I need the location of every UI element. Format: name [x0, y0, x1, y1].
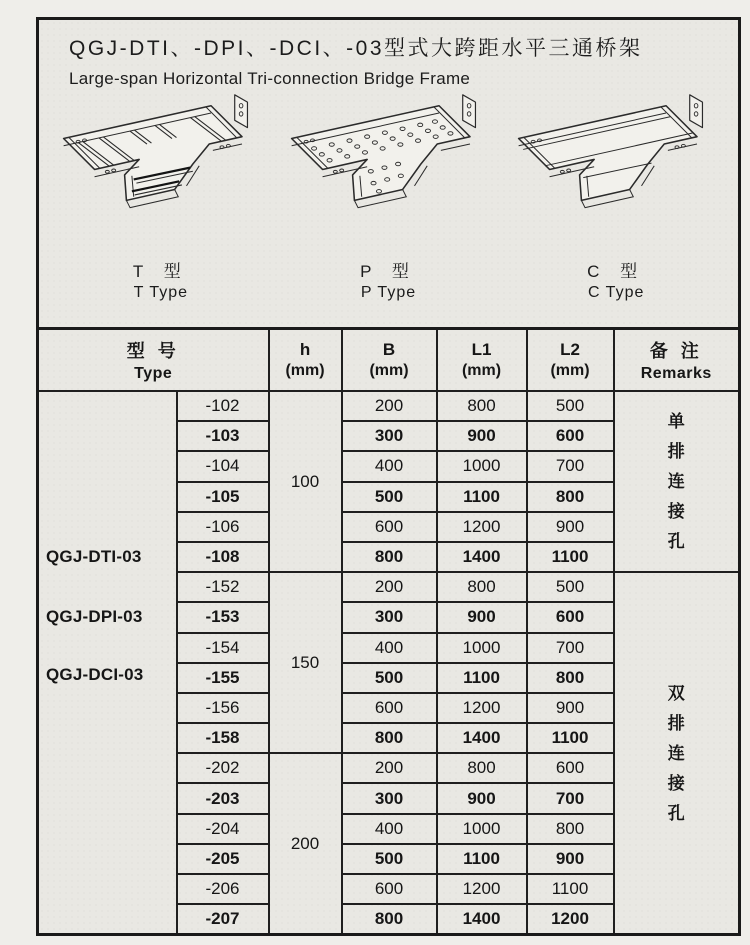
- h-cell: 150: [269, 572, 342, 753]
- l2-cell: 800: [527, 482, 614, 512]
- b-cell: 300: [342, 783, 437, 813]
- b-cell: 800: [342, 904, 437, 934]
- l2-cell: 700: [527, 633, 614, 663]
- t-type-drawing: [52, 93, 270, 255]
- table-row: [38, 391, 740, 421]
- header-h: h (mm): [269, 329, 342, 392]
- title-block: [39, 20, 738, 89]
- remark-cell: [614, 391, 740, 572]
- b-cell: 400: [342, 451, 437, 481]
- suffix-cell: -104: [177, 451, 269, 481]
- l1-cell: 900: [437, 602, 527, 632]
- l1-cell: 1200: [437, 874, 527, 904]
- b-cell: 300: [342, 421, 437, 451]
- l1-cell: 900: [437, 783, 527, 813]
- suffix-cell: -102: [177, 391, 269, 421]
- l1-cell: 800: [437, 753, 527, 783]
- suffix-cell: -158: [177, 723, 269, 753]
- figures-row: [39, 89, 738, 302]
- suffix-cell: -105: [177, 482, 269, 512]
- l2-cell: 600: [527, 753, 614, 783]
- t-type-caption-en: T Type: [133, 284, 188, 301]
- l1-cell: 1000: [437, 814, 527, 844]
- remark-text-single-row-holes: 单 排 连 接 孔: [667, 412, 685, 552]
- l2-cell: 700: [527, 783, 614, 813]
- suffix-cell: -154: [177, 633, 269, 663]
- p-type-caption-en: P Type: [360, 284, 417, 301]
- l2-cell: 900: [527, 512, 614, 542]
- suffix-cell: -206: [177, 874, 269, 904]
- b-cell: 500: [342, 663, 437, 693]
- b-cell: 600: [342, 512, 437, 542]
- l2-cell: 900: [527, 844, 614, 874]
- b-cell: 500: [342, 482, 437, 512]
- b-cell: 800: [342, 723, 437, 753]
- l1-cell: 1000: [437, 451, 527, 481]
- suffix-cell: -108: [177, 542, 269, 572]
- suffix-cell: -205: [177, 844, 269, 874]
- header-l1: L1 (mm): [437, 329, 527, 392]
- l2-cell: 800: [527, 663, 614, 693]
- suffix-cell: -203: [177, 783, 269, 813]
- figure-t-type: [47, 93, 275, 302]
- suffix-cell: -155: [177, 663, 269, 693]
- header-l2: L2 (mm): [527, 329, 614, 392]
- remark-cell: [614, 572, 740, 934]
- suffix-cell: -156: [177, 693, 269, 723]
- l2-cell: 1200: [527, 904, 614, 934]
- b-cell: 200: [342, 391, 437, 421]
- l1-cell: 1100: [437, 663, 527, 693]
- suffix-cell: -153: [177, 602, 269, 632]
- suffix-cell: -204: [177, 814, 269, 844]
- c-type-drawing: [507, 93, 725, 255]
- l1-cell: 1200: [437, 693, 527, 723]
- suffix-cell: -103: [177, 421, 269, 451]
- header-type: 型 号 Type: [38, 329, 269, 392]
- l1-cell: 1400: [437, 904, 527, 934]
- l2-cell: 700: [527, 451, 614, 481]
- l2-cell: 900: [527, 693, 614, 723]
- remark-text-double-row-holes: 双 排 连 接 孔: [667, 683, 685, 823]
- b-cell: 300: [342, 602, 437, 632]
- table-body: [38, 391, 740, 935]
- b-cell: 200: [342, 753, 437, 783]
- t-type-caption-cn: T 型: [132, 262, 189, 281]
- b-cell: 200: [342, 572, 437, 602]
- c-type-caption-cn: C 型: [587, 262, 646, 281]
- l1-cell: 800: [437, 391, 527, 421]
- l2-cell: 1100: [527, 723, 614, 753]
- b-cell: 600: [342, 693, 437, 723]
- figure-c-type: [502, 93, 730, 302]
- page-title-en: Large-span Horizontal Tri-connection Bridge Frame: [69, 69, 471, 88]
- page-frame: [36, 17, 741, 936]
- b-cell: 400: [342, 633, 437, 663]
- p-type-caption-cn: P 型: [360, 262, 417, 281]
- spec-table: [36, 327, 741, 936]
- l1-cell: 900: [437, 421, 527, 451]
- h-cell: 100: [269, 391, 342, 572]
- page-title-cn: QGJ-DTI、-DPI、-DCI、-03型式大跨距水平三通桥架: [69, 37, 643, 60]
- model-name: QGJ-DPI-03: [46, 607, 143, 626]
- model-series-cell: [38, 391, 177, 935]
- l1-cell: 1400: [437, 542, 527, 572]
- l2-cell: 800: [527, 814, 614, 844]
- p-type-drawing: [280, 93, 498, 255]
- b-cell: 600: [342, 874, 437, 904]
- l1-cell: 800: [437, 572, 527, 602]
- b-cell: 800: [342, 542, 437, 572]
- l1-cell: 1200: [437, 512, 527, 542]
- suffix-cell: -202: [177, 753, 269, 783]
- c-type-caption-en: C Type: [587, 284, 645, 301]
- b-cell: 400: [342, 814, 437, 844]
- l1-cell: 1100: [437, 844, 527, 874]
- l1-cell: 1000: [437, 633, 527, 663]
- suffix-cell: -207: [177, 904, 269, 934]
- l2-cell: 500: [527, 572, 614, 602]
- l2-cell: 500: [527, 391, 614, 421]
- l2-cell: 600: [527, 421, 614, 451]
- l2-cell: 1100: [527, 874, 614, 904]
- suffix-cell: -152: [177, 572, 269, 602]
- l1-cell: 1100: [437, 482, 527, 512]
- l1-cell: 1400: [437, 723, 527, 753]
- table-header: [38, 329, 740, 392]
- model-name: QGJ-DTI-03: [46, 547, 142, 566]
- model-name: QGJ-DCI-03: [46, 665, 144, 684]
- header-b: B (mm): [342, 329, 437, 392]
- suffix-cell: -106: [177, 512, 269, 542]
- l2-cell: 600: [527, 602, 614, 632]
- l2-cell: 1100: [527, 542, 614, 572]
- b-cell: 500: [342, 844, 437, 874]
- figure-p-type: [275, 93, 503, 302]
- header-remarks: 备 注 Remarks: [614, 329, 740, 392]
- h-cell: 200: [269, 753, 342, 934]
